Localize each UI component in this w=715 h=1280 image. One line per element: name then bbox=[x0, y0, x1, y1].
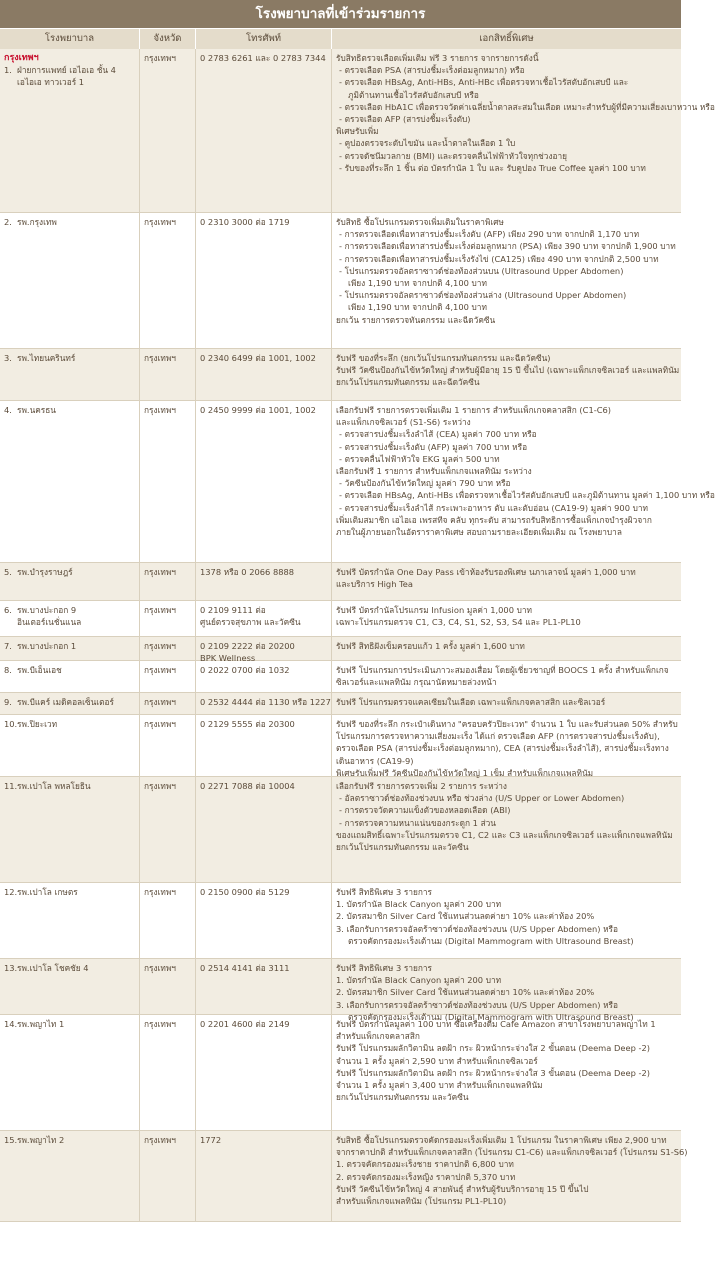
privilege-line: รับฟรี โปรแกรมผลักวิตามิน ลดฝ้า กระ ผิวหน้ากระจ่างใส 2 ขั้นตอน (Deema Deep -2) bbox=[336, 1043, 650, 1054]
table-row bbox=[0, 661, 681, 693]
table-row bbox=[0, 49, 715, 213]
hospital-name-line bbox=[4, 76, 135, 88]
hospital-name: รพ.ไทยนครินทร์ bbox=[17, 353, 76, 363]
phone-cell bbox=[196, 777, 332, 882]
hospital-name: รพ.บีแคร์ เมดิคอลเซ็นเตอร์ bbox=[17, 697, 114, 707]
hospital-name-line bbox=[4, 664, 135, 676]
privilege-line: รับฟรี โปรแกรมผลักวิตามิน ลดฝ้า กระ ผิวหน้ากระจ่างใส 3 ขั้นตอน (Deema Deep -2) bbox=[336, 1067, 650, 1078]
hospital-name: รพ.พญาไท 2 bbox=[17, 1135, 65, 1145]
privilege-line: - ตรวจเลือด AFP (สารบ่งชี้มะเร็งตับ) bbox=[339, 114, 471, 125]
privilege-line: รับฟรี สิทธิพิเศษ 3 รายการ bbox=[336, 887, 432, 897]
hospital-name-line bbox=[4, 64, 135, 76]
privilege-line: รับฟรี โปรแกรมตรวจแคลเซียมในเลือด เฉพาะแพ็กเกจคลาสสิก และซิลเวอร์ bbox=[336, 697, 606, 707]
province-cell: กรุงเทพฯ bbox=[140, 49, 196, 212]
privilege-line: ตรวจคัดกรองมะเร็งเต้านม (Digital Mammogram with Ultrasound Breast) bbox=[348, 935, 634, 946]
phone-line: 0 2783 6261 และ 0 2783 7344 bbox=[200, 53, 326, 63]
table-row bbox=[0, 1131, 688, 1222]
privilege-line: พิเศษรับเพิ่ม bbox=[336, 126, 379, 137]
privilege-line: 1. ตรวจคัดกรองมะเร็งชาย ราคาปกติ 6,800 บาท bbox=[336, 1159, 514, 1170]
hospital-name-line bbox=[4, 718, 135, 730]
hospital-name: รพ.นครธน bbox=[17, 405, 56, 415]
privilege-line: - การตรวจวัดความแข็งตัวของหลอดเลือด (ABI) bbox=[339, 805, 511, 816]
phone-line: 0 2129 5555 ต่อ 20300 bbox=[200, 719, 295, 729]
hospital-cell bbox=[0, 661, 140, 692]
phone-line: 0 2109 2222 ต่อ 20200 bbox=[200, 641, 295, 651]
privilege-line: เพียง 1,190 บาท จากปกติ 4,100 บาท bbox=[348, 302, 487, 313]
phone-cell bbox=[196, 883, 332, 958]
privilege-cell bbox=[332, 777, 681, 882]
hospital-name: อินเตอร์เนชั่นแนล bbox=[17, 617, 82, 628]
privilege-line: รับฟรี วัคซีนป้องกันไข้หวัดใหญ่ สำหรับผู้มีอายุ 15 ปี ขึ้นไป (เฉพาะแพ็กเกจซิลเวอร์ และแพลทินัม bbox=[336, 365, 680, 376]
phone-cell bbox=[196, 349, 332, 400]
province-cell: กรุงเทพฯ bbox=[140, 1131, 196, 1221]
province-cell: กรุงเทพฯ bbox=[140, 693, 196, 714]
phone-line: 0 2201 4600 ต่อ 2149 bbox=[200, 1019, 290, 1029]
privilege-cell bbox=[332, 883, 681, 958]
table-row bbox=[0, 959, 681, 1022]
privilege-line: ยกเว้นโปรแกรมทันตกรรม และฉีดวัคซีน bbox=[336, 377, 480, 388]
phone-cell bbox=[196, 1131, 332, 1221]
hospital-cell bbox=[0, 1131, 140, 1221]
privilege-cell bbox=[332, 693, 681, 714]
phone-cell bbox=[196, 213, 332, 348]
privilege-line: - การตรวจเลือดเพื่อหาสารบ่งชี้มะเร็งตับ (AFP) เพียง 290 บาท จากปกติ 1,170 บาท bbox=[339, 229, 640, 240]
privilege-line: รับฟรี สิทธิพิเศษ 3 รายการ bbox=[336, 963, 432, 973]
header-phone: โทรศัพท์ bbox=[196, 29, 332, 49]
privilege-line: พิเศษรับเพิ่มฟรี วัคซีนป้องกันไข้หวัดใหญ่ 1 เข็ม สำหรับแพ็กเกจแพลทินัม bbox=[336, 767, 594, 778]
privilege-line: 1. บัตรกำนัล Black Canyon มูลค่า 200 บาท bbox=[336, 975, 502, 986]
row-number: 1. bbox=[4, 65, 12, 76]
hospital-name-line bbox=[4, 962, 135, 974]
hospital-cell bbox=[0, 601, 140, 636]
hospital-name: รพ.ปิยะเวท bbox=[17, 719, 58, 729]
privilege-line: รับฟรี บัตรกำนัลโปรแกรม Infusion มูลค่า 1,000 บาท bbox=[336, 605, 533, 615]
hospital-name-line bbox=[4, 696, 135, 708]
page-title: โรงพยาบาลที่เข้าร่วมรายการ bbox=[0, 0, 681, 28]
header-province: จังหวัด bbox=[140, 29, 196, 49]
privilege-line: สำหรับแพ็กเกจแพลทินัม (โปรแกรม PL1-PL10) bbox=[336, 1196, 507, 1207]
privilege-line: - ตรวจเลือด PSA (สารบ่งชี้มะเร็งต่อมลูกหมาก) หรือ bbox=[339, 65, 525, 76]
hospital-name: รพ.เปาโล เกษตร bbox=[17, 887, 78, 897]
privilege-line: สำหรับแพ็กเกจคลาสสิก bbox=[336, 1031, 420, 1042]
table-row bbox=[0, 715, 681, 777]
privilege-cell bbox=[332, 959, 681, 1022]
privilege-cell bbox=[332, 49, 715, 212]
phone-cell bbox=[196, 661, 332, 692]
privilege-line: รับฟรี ของที่ระลึก กระเป๋าเดินทาง "ครอบครัวปิยะเวท" จำนวน 1 ใบ และรับส่วนลด 50% สำหรับ bbox=[336, 719, 678, 729]
hospital-name: รพ.บีเอ็นเอช bbox=[17, 665, 62, 675]
privilege-line: ซิลเวอร์และแพลทินัม กรุณานัดหมายล่วงหน้า bbox=[336, 677, 497, 688]
hospital-name-line bbox=[4, 604, 135, 616]
hospital-name-line bbox=[4, 1134, 135, 1146]
table-row bbox=[0, 213, 681, 349]
privilege-line: - อัลตราซาวด์ช่องท้องช่วงบน หรือ ช่วงล่าง (U/S Upper or Lower Abdomen) bbox=[339, 793, 625, 804]
table-body bbox=[0, 49, 715, 1222]
hospital-name-line bbox=[4, 640, 135, 652]
phone-cell bbox=[196, 563, 332, 600]
privilege-line: ของแถมสิทธิ์เฉพาะโปรแกรมตรวจ C1, C2 และ C3 และแพ็กเกจซิลเวอร์ และแพ็กเกจแพลทินัม bbox=[336, 829, 673, 840]
table-row bbox=[0, 349, 681, 401]
province-cell: กรุงเทพฯ bbox=[140, 401, 196, 562]
province-cell: กรุงเทพฯ bbox=[140, 959, 196, 1014]
row-number: 6. bbox=[4, 605, 12, 615]
privilege-line: ยกเว้นโปรแกรมทันตกรรม และวัคซีน bbox=[336, 1092, 469, 1103]
privilege-cell bbox=[332, 213, 681, 348]
region-label: กรุงเทพฯ bbox=[4, 53, 39, 63]
privilege-line: - โปรแกรมตรวจอัลตราซาวด์ช่องท้องส่วนล่าง (Ultrasound Upper Abdomen) bbox=[339, 290, 627, 301]
privilege-line: 2. บัตรสมาชิก Silver Card ใช้แทนส่วนลดค่ายา 10% และค่าห้อง 20% bbox=[336, 911, 595, 922]
hospital-cell bbox=[0, 349, 140, 400]
hospital-name: รพ.บางปะกอก 1 bbox=[17, 641, 77, 651]
table-row bbox=[0, 883, 681, 959]
province-cell: กรุงเทพฯ bbox=[140, 349, 196, 400]
hospital-name-line bbox=[4, 566, 135, 578]
privilege-line: - ตรวจดัชนีมวลกาย (BMI) และตรวจคลื่นไฟฟ้าหัวใจทุกช่วงอายุ bbox=[339, 150, 568, 161]
privilege-cell bbox=[332, 1015, 681, 1130]
hospital-cell bbox=[0, 715, 140, 776]
privilege-line: ยกเว้นโปรแกรมทันตกรรม และวัคซีน bbox=[336, 842, 469, 853]
privilege-line: รับฟรี สิทธิฝังเข็มครอบแก้ว 1 ครั้ง มูลค่า 1,600 บาท bbox=[336, 641, 525, 651]
privilege-line: และแพ็กเกจซิลเวอร์ (S1-S6) ระหว่าง bbox=[336, 417, 471, 428]
hospital-name-line bbox=[4, 616, 135, 628]
phone-line: 0 2109 9111 ต่อ bbox=[200, 605, 266, 615]
privilege-line: - การตรวจเลือดเพื่อหาสารบ่งชี้มะเร็งรังไข่ (CA125) เพียง 490 บาท จากปกติ 2,500 บาท bbox=[339, 253, 659, 264]
row-number: 12. bbox=[4, 887, 18, 897]
privilege-cell bbox=[332, 601, 681, 636]
privilege-cell bbox=[332, 349, 681, 400]
hospital-name: ฝ่ายการแพทย์ เอไอเอ ชั้น 4 bbox=[17, 65, 116, 76]
hospital-cell bbox=[0, 959, 140, 1014]
row-number: 14. bbox=[4, 1019, 18, 1029]
header-hospital: โรงพยาบาล bbox=[0, 29, 140, 49]
row-number: 4. bbox=[4, 405, 12, 415]
row-number: 7. bbox=[4, 641, 12, 651]
province-cell: กรุงเทพฯ bbox=[140, 715, 196, 776]
privilege-line: รับสิทธิตรวจเลือดเพิ่มเติม ฟรี 3 รายการ จากรายการดังนี้ bbox=[336, 53, 539, 63]
privilege-line: ตรวจคัดกรองมะเร็งเต้านม (Digital Mammogram with Ultrasound Breast) bbox=[348, 1011, 634, 1022]
phone-cell bbox=[196, 601, 332, 636]
province-cell: กรุงเทพฯ bbox=[140, 1015, 196, 1130]
phone-cell bbox=[196, 49, 332, 212]
phone-line: 0 2022 0700 ต่อ 1032 bbox=[200, 665, 290, 675]
phone-cell bbox=[196, 1015, 332, 1130]
hospital-name-line bbox=[4, 216, 135, 228]
phone-cell bbox=[196, 637, 332, 664]
hospital-cell bbox=[0, 637, 140, 660]
phone-cell bbox=[196, 693, 332, 714]
table-row bbox=[0, 693, 681, 715]
privilege-line: 2. บัตรสมาชิก Silver Card ใช้แทนส่วนลดค่ายา 10% และค่าห้อง 20% bbox=[336, 987, 595, 998]
privilege-line: เฉพาะโปรแกรมตรวจ C1, C3, C4, S1, S2, S3, S4 และ PL1-PL10 bbox=[336, 617, 581, 628]
privilege-line: ยกเว้น รายการตรวจทันตกรรม และฉีดวัคซีน bbox=[336, 314, 496, 325]
privilege-line: เพิ่มเติมสมาชิก เอไอเอ เพรสทีจ คลับ ทุกระดับ สามารถรับสิทธิการซื้อแพ็กเกจบำรุงผิวจาก bbox=[336, 514, 652, 525]
province-cell: กรุงเทพฯ bbox=[140, 777, 196, 882]
province-cell: กรุงเทพฯ bbox=[140, 213, 196, 348]
province-cell: กรุงเทพฯ bbox=[140, 563, 196, 600]
privilege-line: - คูปองตรวจระดับไขมัน และน้ำตาลในเลือด 1 ใบ bbox=[339, 138, 516, 149]
privilege-line: รับสิทธิ ซื้อโปรแกรมตรวจเพิ่มเติมในราคาพิเศษ bbox=[336, 217, 504, 227]
table-row bbox=[0, 563, 681, 601]
privilege-line: เลือกรับฟรี รายการตรวจเพิ่มเติม 1 รายการ สำหรับแพ็กเกจคลาสสิก (C1-C6) bbox=[336, 405, 612, 415]
privilege-line: 1. บัตรกำนัล Black Canyon มูลค่า 200 บาท bbox=[336, 899, 502, 910]
phone-line: 1772 bbox=[200, 1135, 222, 1145]
privilege-line: เพียง 1,190 บาท จากปกติ 4,100 บาท bbox=[348, 278, 487, 289]
hospital-cell bbox=[0, 401, 140, 562]
privilege-line: จำนวน 1 ครั้ง มูลค่า 3,400 บาท สำหรับแพ็กเกจแพลทินัม bbox=[336, 1080, 543, 1091]
privilege-cell bbox=[332, 1131, 688, 1221]
privilege-line: 3. เลือกรับการตรวจอัลตร้าซาวด์ช่องท้องช่วงบน (U/S Upper Abdomen) หรือ bbox=[336, 999, 618, 1010]
phone-line: 0 2150 0900 ต่อ 5129 bbox=[200, 887, 290, 897]
row-number: 2. bbox=[4, 217, 12, 227]
phone-cell bbox=[196, 401, 332, 562]
hospital-name: รพ.บางปะกอก 9 bbox=[17, 605, 77, 615]
privilege-line: - การตรวจเลือดเพื่อหาสารบ่งชี้มะเร็งต่อมลูกหมาก (PSA) เพียง 390 บาท จากปกติ 1,900 บาท bbox=[339, 241, 676, 252]
privilege-line: 2. ตรวจคัดกรองมะเร็งหญิง ราคาปกติ 5,370 บาท bbox=[336, 1171, 516, 1182]
hospital-name-line bbox=[4, 886, 135, 898]
hospital-name-line bbox=[4, 780, 135, 792]
province-cell: กรุงเทพฯ bbox=[140, 601, 196, 636]
hospital-name: รพ.บำรุงราษฎร์ bbox=[17, 567, 73, 577]
privilege-line: - การตรวจความหนาแน่นของกระดูก 1 ส่วน bbox=[339, 817, 496, 828]
table-header bbox=[0, 28, 681, 49]
privilege-line: - รับของที่ระลึก 1 ชิ้น ต่อ บัตรกำนัล 1 ใบ และ รับคูปอง True Coffee มูลค่า 100 บาท bbox=[339, 162, 646, 173]
table-row bbox=[0, 401, 715, 563]
privilege-line: - ตรวจคลื่นไฟฟ้าหัวใจ EKG มูลค่า 500 บาท bbox=[339, 453, 500, 464]
province-cell: กรุงเทพฯ bbox=[140, 637, 196, 660]
hospital-name-line bbox=[4, 352, 135, 364]
privilege-line: เดินอาหาร (CA19-9) bbox=[336, 755, 414, 766]
province-cell: กรุงเทพฯ bbox=[140, 883, 196, 958]
privilege-line: - ตรวจสารบ่งชี้มะเร็งลำไส้ (CEA) มูลค่า 700 บาท หรือ bbox=[339, 429, 537, 440]
row-number: 15. bbox=[4, 1135, 18, 1145]
hospital-name: รพ.เปาโล โชคชัย 4 bbox=[17, 963, 89, 973]
table-row bbox=[0, 777, 681, 883]
privilege-line: จำนวน 1 ครั้ง มูลค่า 2,590 บาท สำหรับแพ็กเกจซิลเวอร์ bbox=[336, 1055, 538, 1066]
phone-line: 0 2271 7088 ต่อ 10004 bbox=[200, 781, 295, 791]
hospital-cell bbox=[0, 563, 140, 600]
hospital-cell bbox=[0, 49, 140, 212]
phone-line: 0 2340 6499 ต่อ 1001, 1002 bbox=[200, 353, 316, 363]
privilege-line: 3. เลือกรับการตรวจอัลตร้าซาวด์ช่องท้องช่วงบน (U/S Upper Abdomen) หรือ bbox=[336, 923, 618, 934]
privilege-line: เลือกรับฟรี 1 รายการ สำหรับแพ็กเกจแพลทินัม ระหว่าง bbox=[336, 466, 532, 477]
privilege-line: รับฟรี บัตรกำนัล One Day Pass เข้าห้องรับรองพิเศษ นภาเลาจน์ มูลค่า 1,000 บาท bbox=[336, 567, 636, 577]
hospital-cell bbox=[0, 693, 140, 714]
hospital-name: รพ.เปาโล พหลโยธิน bbox=[17, 781, 91, 791]
hospital-cell bbox=[0, 883, 140, 958]
privilege-line: ภูมิต้านทานเชื้อไวรัสตับอักเสบบี หรือ bbox=[348, 89, 479, 100]
privilege-line: รับฟรี โปรแกรมการประเมินภาวะสมองเสื่อม โดยผู้เชี่ยวชาญที่ BOOCS 1 ครั้ง สำหรับแพ็กเกจ bbox=[336, 665, 669, 675]
privilege-cell bbox=[332, 661, 681, 692]
privilege-line: เลือกรับฟรี รายการตรวจเพิ่ม 2 รายการ ระหว่าง bbox=[336, 781, 507, 791]
privilege-line: - โปรแกรมตรวจอัลตราซาวด์ช่องท้องส่วนบน (Ultrasound Upper Abdomen) bbox=[339, 265, 624, 276]
privilege-line: และบริการ High Tea bbox=[336, 579, 413, 590]
hospital-name: รพ.พญาไท 1 bbox=[17, 1019, 65, 1029]
phone-line: 0 2310 3000 ต่อ 1719 bbox=[200, 217, 290, 227]
hospital-name: รพ.กรุงเทพ bbox=[17, 217, 57, 227]
phone-line: ศูนย์ตรวจสุขภาพ และวัคซีน bbox=[200, 617, 301, 628]
row-number: 13. bbox=[4, 963, 18, 973]
privilege-cell bbox=[332, 637, 681, 660]
table-row bbox=[0, 601, 681, 637]
row-number: 3. bbox=[4, 353, 12, 363]
hospital-cell bbox=[0, 1015, 140, 1130]
hospital-cell bbox=[0, 777, 140, 882]
privilege-line: จากราคาปกติ สำหรับแพ็กเกจคลาสสิก (โปรแกรม C1-C6) และแพ็กเกจซิลเวอร์ (โปรแกรม S1-S6) bbox=[336, 1147, 688, 1158]
row-number: 9. bbox=[4, 697, 12, 707]
privilege-line: - ตรวจเลือด HBsAg, Anti-HBs, Anti-HBc เพื่อตรวจหาเชื้อไวรัสตับอักเสบบี และ bbox=[339, 77, 629, 88]
privilege-cell bbox=[332, 715, 681, 776]
privilege-line: - วัคซีนป้องกันไข้หวัดใหญ่ มูลค่า 790 บาท หรือ bbox=[339, 478, 511, 489]
privilege-line: รับสิทธิ ซื้อโปรแกรมตรวจคัดกรองมะเร็งเพิ่มเติม 1 โปรแกรม ในราคาพิเศษ เพียง 2,900 บาท bbox=[336, 1135, 667, 1145]
phone-cell bbox=[196, 715, 332, 776]
privilege-line: ภายในผู้ภายนอกในอัตราราคาพิเศษ สอบถามรายละเอียดเพิ่มเติม ณ โรงพยาบาล bbox=[336, 527, 622, 538]
phone-line: 0 2532 4444 ต่อ 1130 หรือ 1227 bbox=[200, 697, 331, 707]
row-number: 5. bbox=[4, 567, 12, 577]
privilege-line: - ตรวจสารบ่งชี้มะเร็งลำไส้ กระเพาะอาหาร ตับ และตับอ่อน (CA19-9) มูลค่า 900 บาท bbox=[339, 502, 649, 513]
privilege-cell bbox=[332, 563, 681, 600]
privilege-cell bbox=[332, 401, 715, 562]
row-number: 11. bbox=[4, 781, 18, 791]
table-row bbox=[0, 1015, 681, 1131]
row-number: 8. bbox=[4, 665, 12, 675]
hospital-name: เอไอเอ ทาวเวอร์ 1 bbox=[17, 77, 85, 88]
phone-line: 0 2514 4141 ต่อ 3111 bbox=[200, 963, 290, 973]
phone-cell bbox=[196, 959, 332, 1014]
phone-line: 0 2450 9999 ต่อ 1001, 1002 bbox=[200, 405, 316, 415]
privilege-line: - ตรวจสารบ่งชี้มะเร็งตับ (AFP) มูลค่า 700 บาท หรือ bbox=[339, 441, 528, 452]
privilege-line: รับฟรี บัตรกำนัลมูลค่า 100 บาท ซื้อเครื่องดื่ม Cafe Amazon สาขาโรงพยาบาลพญาไท 1 bbox=[336, 1019, 656, 1029]
header-privilege: เอกสิทธิ์พิเศษ bbox=[479, 33, 534, 44]
phone-line: BPK Wellness bbox=[200, 653, 256, 664]
privilege-line: รับฟรี ของที่ระลึก (ยกเว้นโปรแกรมทันตกรรม และฉีดวัคซีน) bbox=[336, 353, 551, 363]
hospital-name-line bbox=[4, 1018, 135, 1030]
phone-line: 1378 หรือ 0 2066 8888 bbox=[200, 567, 295, 577]
hospital-name-line bbox=[4, 404, 135, 416]
table-row bbox=[0, 637, 681, 664]
privilege-line: โปรแกรมการตรวจหาความเสี่ยงมะเร็ง ได้แก่ ตรวจเลือด AFP (การตรวจสารบ่งชี้มะเร็งตับ), bbox=[336, 731, 660, 742]
province-cell: กรุงเทพฯ bbox=[140, 661, 196, 692]
hospital-cell bbox=[0, 213, 140, 348]
privilege-line: รับฟรี วัคซีนไข้หวัดใหญ่ 4 สายพันธุ์ สำหรับผู้รับบริการอายุ 15 ปี ขึ้นไป bbox=[336, 1183, 589, 1194]
row-number: 10. bbox=[4, 719, 18, 729]
privilege-line: ตรวจเลือด PSA (สารบ่งชี้มะเร็งต่อมลูกหมาก), CEA (สารบ่งชี้มะเร็งลำไส้), สารบ่งชี้มะเร็งทาง bbox=[336, 743, 669, 754]
privilege-line: - ตรวจเลือด HBsAg, Anti-HBs เพื่อตรวจหาเชื้อไวรัสตับอักเสบบี และภูมิต้านทาน มูลค่า 1,100 บาท หรือ bbox=[339, 490, 715, 501]
privilege-line: - ตรวจเลือด HbA1C เพื่อตรวจวัดค่าเฉลี่ยน้ำตาลสะสมในเลือด เหมาะสำหรับผู้ที่มีความเสี่ยงเบาหวาน หรือ bbox=[339, 101, 715, 112]
